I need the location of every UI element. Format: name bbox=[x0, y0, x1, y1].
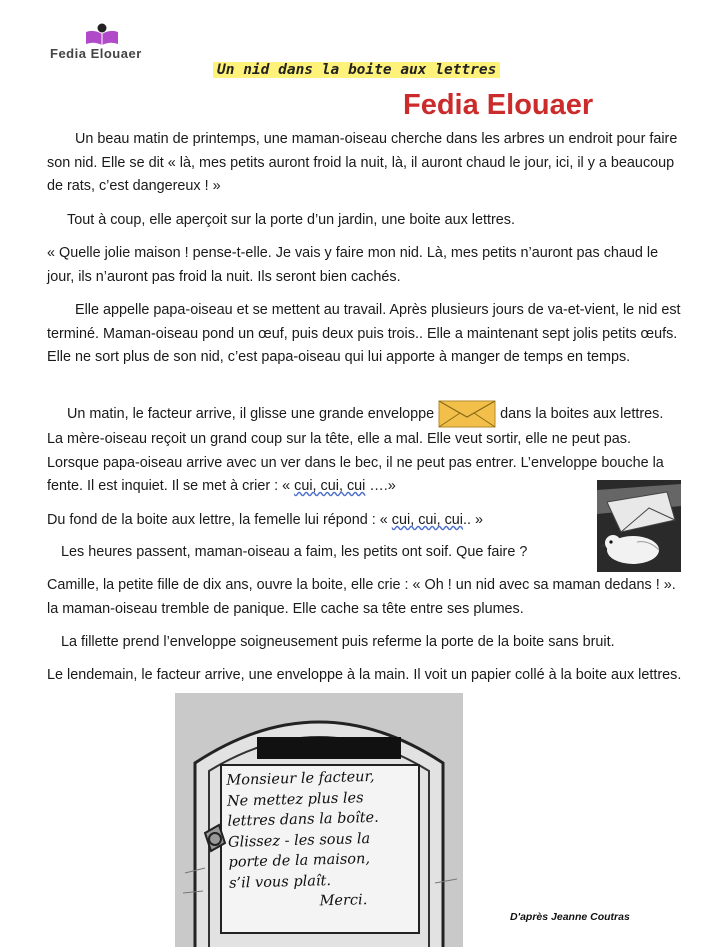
paragraph-6-end: .. » bbox=[462, 512, 483, 528]
note-line: lettres dans la boîte. bbox=[227, 809, 379, 830]
source-credit: D'après Jeanne Coutras bbox=[510, 911, 630, 923]
note-line: Monsieur le facteur, bbox=[226, 768, 375, 789]
paragraph-6-start: Du fond de la boite aux lettre, la femelle lui répond : « bbox=[47, 512, 392, 528]
paragraph-5 bbox=[47, 400, 682, 499]
paragraph-2: Tout à coup, elle aperçoit sur la porte d’un jardin, une boite aux lettres. bbox=[67, 212, 515, 228]
note-line: Ne mettez plus les bbox=[226, 789, 364, 810]
author-banner: Fedia Elouaer bbox=[403, 89, 594, 121]
bird-reply-text: cui, cui, cui bbox=[391, 512, 463, 528]
bird-envelope-illustration bbox=[597, 480, 681, 572]
paragraph-5-start: Un matin, le facteur arrive, il glisse une grande enveloppe bbox=[67, 405, 435, 422]
paragraph-6 bbox=[47, 509, 587, 533]
paragraph-3: « Quelle jolie maison ! pense-t-elle. Je vais y faire mon nid. Là, mes petits n’auront pas chaud le jour, ils n’auront pas froid la nuit. Ils seront bien cachés. bbox=[47, 245, 659, 285]
paragraph-10: Le lendemain, le facteur arrive, une enveloppe à la main. Il voit un papier collé à la boite aux lettres. bbox=[47, 667, 682, 683]
paragraph-5-end: ….» bbox=[365, 478, 396, 494]
paragraph-4: Elle appelle papa-oiseau et se mettent au travail. Après plusieurs jours de va-et-vient, le nid est terminé. Maman-oiseau pond un œuf, puis deux puis trois.. Elle a maintenant sept jolis petits œufs. Elle ne sort plus de son nid, c’est papa-oiseau qui lui apporte à manger de temps en temps. bbox=[47, 302, 681, 365]
note-line: porte de la maison, bbox=[228, 851, 371, 871]
story-title: Un nid dans la boite aux lettres bbox=[213, 62, 500, 78]
bird-call-text: cui, cui, cui bbox=[294, 478, 366, 494]
paragraph-7: Les heures passent, maman-oiseau a faim, les petits ont soif. Que faire ? bbox=[61, 544, 528, 560]
envelope-icon bbox=[438, 400, 496, 428]
note-line: Glissez - les sous la bbox=[227, 830, 371, 851]
paragraph-8: Camille, la petite fille de dix ans, ouvre la boite, elle crie : « Oh ! un nid avec sa maman dedans ! ». la maman-oiseau tremble de panique. Elle cache sa tête entre ses plumes. bbox=[47, 577, 676, 617]
paragraph-5-body: dans la boites aux lettres. La mère-oiseau reçoit un grand coup sur la tête, elle a mal. Elle veut sortir, elle ne peut pas. Lorsque papa-oiseau arrive avec un ver dans le bec, il ne peut pas entrer. L’enveloppe bouche la fente. Il est inquiet. Il se met à crier : « bbox=[47, 405, 664, 494]
paragraph-9: La fillette prend l’enveloppe soigneusement puis referme la porte de la boite sans bruit. bbox=[61, 634, 615, 650]
note-line: s’il vous plaît. bbox=[228, 872, 332, 892]
handwritten-note bbox=[226, 765, 440, 914]
note-line: Merci. bbox=[319, 892, 368, 910]
paragraph-1: Un beau matin de printemps, une maman-oiseau cherche dans les arbres un endroit pour faire son nid. Elle se dit « là, mes petits auront froid la nuit, là, il auront chaud le jour, ici, il y a beaucoup de rats, c’est dangereux ! » bbox=[47, 131, 678, 194]
brand-name: Fedia Elouaer bbox=[50, 46, 142, 61]
book-logo-icon bbox=[84, 22, 120, 46]
